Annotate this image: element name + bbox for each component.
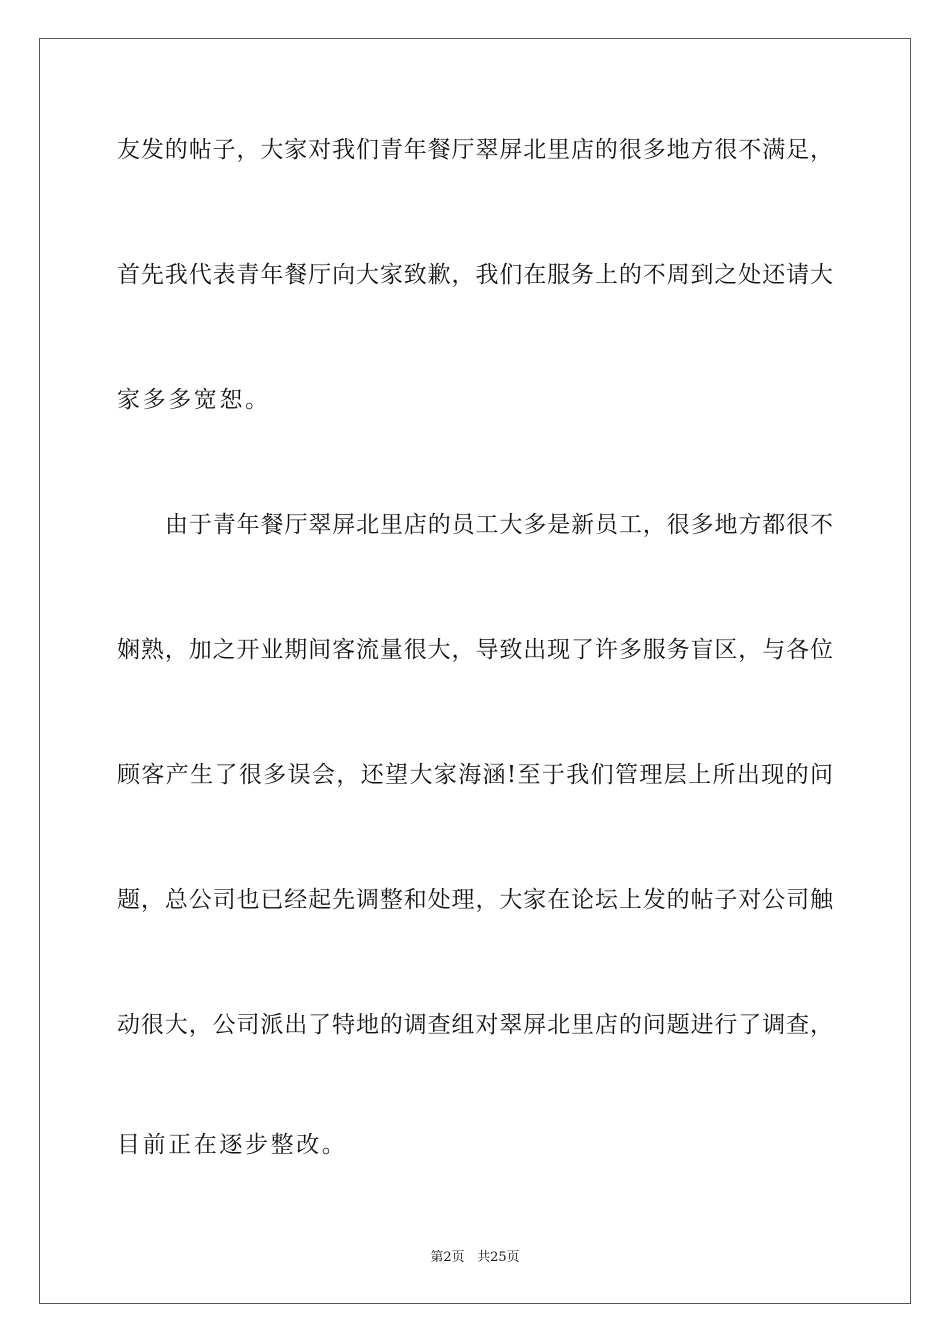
text-line-2: 首先我代表青年餐厅向大家致歉，我们在服务上的不周到之处还请大	[117, 262, 833, 288]
text-line-1: 友发的帖子，大家对我们青年餐厅翠屏北里店的很多地方很不满足，	[117, 137, 833, 163]
text-line-8: 动很大，公司派出了特地的调查组对翠屏北里店的问题进行了调查，	[117, 1012, 833, 1038]
text-line-9: 目前正在逐步整改。	[117, 1132, 348, 1158]
text-line-3: 家多多宽恕。	[117, 387, 271, 413]
text-line-7: 题，总公司也已经起先调整和处理，大家在论坛上发的帖子对公司触	[117, 887, 833, 913]
page-footer	[0, 1246, 950, 1265]
text-line-6: 顾客产生了很多误会，还望大家海涵!至于我们管理层上所出现的问	[117, 762, 833, 788]
text-line-4: 由于青年餐厅翠屏北里店的员工大多是新员工，很多地方都很不	[165, 512, 833, 538]
text-line-5: 娴熟，加之开业期间客流量很大，导致出现了许多服务盲区，与各位	[117, 637, 833, 663]
page-number: 第2页	[430, 1250, 465, 1265]
page-total: 共25页	[477, 1250, 520, 1265]
page-frame	[39, 38, 911, 1304]
